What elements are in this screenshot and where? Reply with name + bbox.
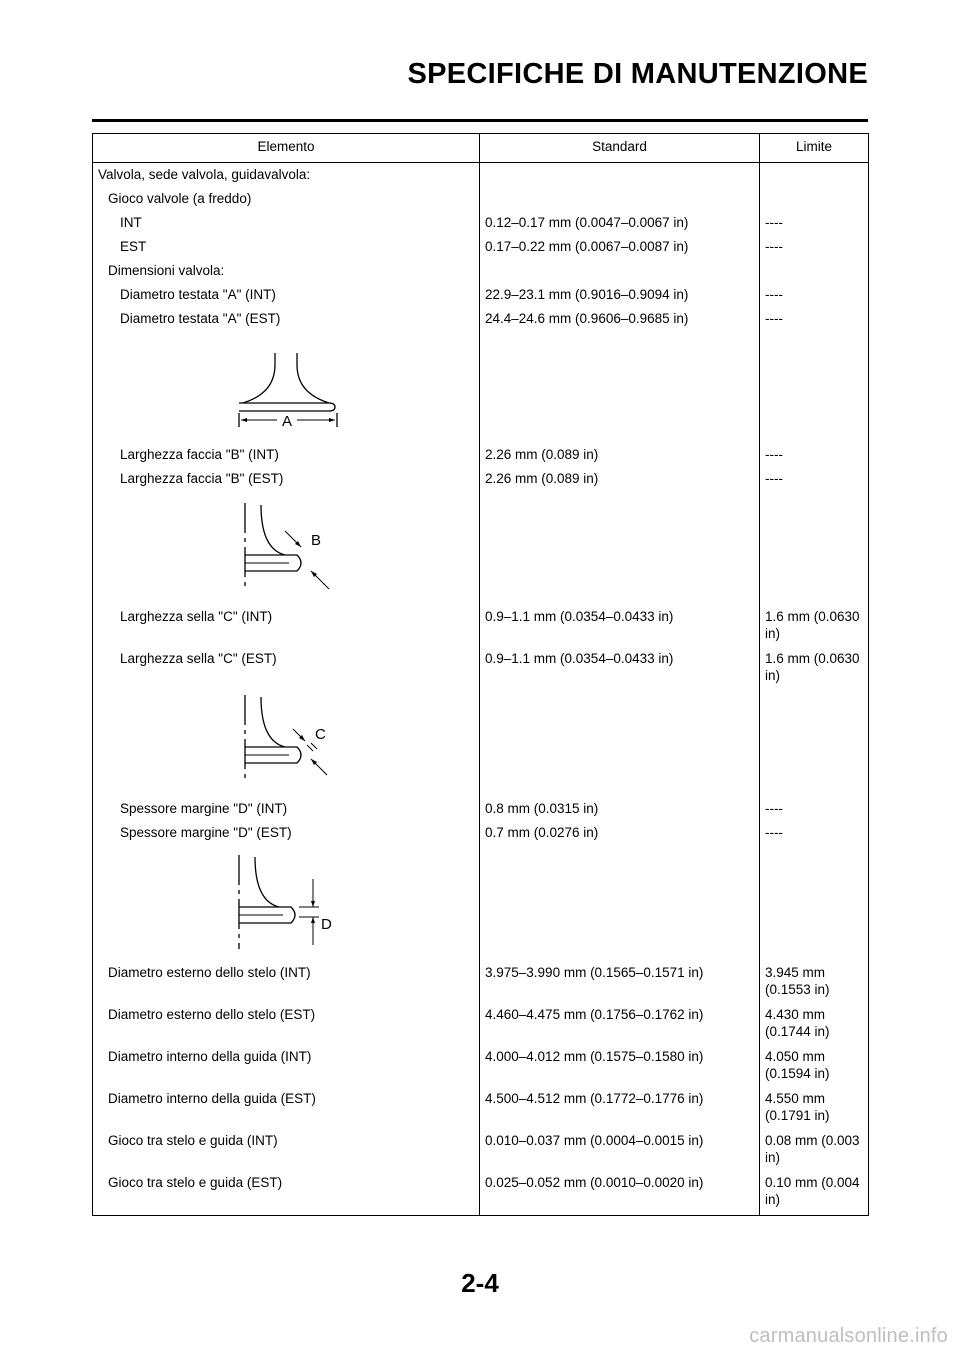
standard-cell: 0.8 mm (0.0315 in): [480, 797, 760, 821]
figure-spacer-cell: [760, 689, 869, 797]
figure-row: [93, 845, 869, 961]
limit-cell: ----: [760, 443, 869, 467]
table-row: [93, 821, 869, 845]
limit-cell: ----: [760, 467, 869, 491]
table-row: [93, 259, 869, 283]
label-c: C: [315, 726, 326, 743]
item-cell: Gioco tra stelo e guida (INT): [93, 1129, 480, 1171]
page-number: 2-4: [461, 1268, 499, 1298]
label-b: B: [311, 532, 322, 549]
limit-cell: 3.945 mm (0.1553 in): [760, 961, 869, 1003]
item-cell: Spessore margine "D" (EST): [93, 821, 480, 845]
table-header-row: [93, 134, 869, 163]
item-cell: Gioco valvole (a freddo): [93, 187, 480, 211]
limit-cell: 0.08 mm (0.003 in): [760, 1129, 869, 1171]
figure-row: [93, 689, 869, 797]
figure-cell: [93, 491, 480, 605]
label-a: A: [282, 413, 293, 430]
limit-cell: 0.10 mm (0.004 in): [760, 1171, 869, 1216]
table-row: [93, 187, 869, 211]
limit-cell: ----: [760, 283, 869, 307]
item-cell: Larghezza sella "C" (INT): [93, 605, 480, 647]
table-row: [93, 307, 869, 331]
table-row: [93, 605, 869, 647]
table-row: [93, 647, 869, 689]
item-cell: Diametro interno della guida (INT): [93, 1045, 480, 1087]
limit-cell: ----: [760, 235, 869, 259]
valve-margin-thickness-diagram: [225, 845, 355, 957]
item-cell: Larghezza faccia "B" (INT): [93, 443, 480, 467]
limit-cell: [760, 259, 869, 283]
standard-cell: 24.4–24.6 mm (0.9606–0.9685 in): [480, 307, 760, 331]
table-row: [93, 211, 869, 235]
limit-cell: 1.6 mm (0.0630 in): [760, 605, 869, 647]
item-cell: Diametro interno della guida (EST): [93, 1087, 480, 1129]
standard-cell: [480, 163, 760, 188]
figure-spacer-cell: [760, 845, 869, 961]
item-cell: Valvola, sede valvola, guidavalvola:: [93, 163, 480, 188]
item-cell: Diametro testata "A" (INT): [93, 283, 480, 307]
limit-cell: 4.550 mm (0.1791 in): [760, 1087, 869, 1129]
limit-cell: [760, 163, 869, 188]
table-row: [93, 283, 869, 307]
item-cell: Diametro esterno dello stelo (EST): [93, 1003, 480, 1045]
item-cell: Dimensioni valvola:: [93, 259, 480, 283]
item-cell: Larghezza faccia "B" (EST): [93, 467, 480, 491]
figure-row: [93, 491, 869, 605]
valve-head-diameter-diagram: [225, 331, 355, 439]
figure-spacer-cell: [480, 845, 760, 961]
figure-spacer-cell: [480, 491, 760, 605]
figure-cell: [93, 845, 480, 961]
page-title: SPECIFICHE DI MANUTENZIONE: [407, 58, 868, 90]
item-cell: Diametro esterno dello stelo (INT): [93, 961, 480, 1003]
item-cell: Gioco tra stelo e guida (EST): [93, 1171, 480, 1216]
valve-seat-width-diagram: [225, 689, 355, 793]
standard-cell: 0.17–0.22 mm (0.0067–0.0087 in): [480, 235, 760, 259]
standard-cell: 0.9–1.1 mm (0.0354–0.0433 in): [480, 605, 760, 647]
figure-cell: [93, 689, 480, 797]
label-d: D: [321, 916, 332, 933]
table-row: [93, 163, 869, 188]
table-row: [93, 1171, 869, 1216]
item-cell: INT: [93, 211, 480, 235]
table-row: [93, 1129, 869, 1171]
standard-cell: 4.500–4.512 mm (0.1772–0.1776 in): [480, 1087, 760, 1129]
standard-cell: 0.9–1.1 mm (0.0354–0.0433 in): [480, 647, 760, 689]
column-header-limit: Limite: [760, 134, 869, 163]
standard-cell: 0.025–0.052 mm (0.0010–0.0020 in): [480, 1171, 760, 1216]
limit-cell: ----: [760, 211, 869, 235]
standard-cell: 22.9–23.1 mm (0.9016–0.9094 in): [480, 283, 760, 307]
figure-cell: [93, 331, 480, 443]
watermark: carmanualsonline.info: [749, 1325, 948, 1347]
limit-cell: ----: [760, 821, 869, 845]
maintenance-spec-table: [92, 133, 869, 1216]
table-row: [93, 961, 869, 1003]
limit-cell: [760, 187, 869, 211]
standard-cell: 2.26 mm (0.089 in): [480, 467, 760, 491]
standard-cell: 0.12–0.17 mm (0.0047–0.0067 in): [480, 211, 760, 235]
table-row: [93, 1003, 869, 1045]
table-row: [93, 797, 869, 821]
valve-face-width-diagram: [225, 491, 355, 601]
limit-cell: 4.430 mm (0.1744 in): [760, 1003, 869, 1045]
title-rule: [92, 119, 868, 122]
standard-cell: 0.010–0.037 mm (0.0004–0.0015 in): [480, 1129, 760, 1171]
standard-cell: 3.975–3.990 mm (0.1565–0.1571 in): [480, 961, 760, 1003]
figure-spacer-cell: [480, 689, 760, 797]
standard-cell: [480, 187, 760, 211]
item-cell: Diametro testata "A" (EST): [93, 307, 480, 331]
standard-cell: [480, 259, 760, 283]
figure-spacer-cell: [760, 331, 869, 443]
table-row: [93, 467, 869, 491]
standard-cell: 0.7 mm (0.0276 in): [480, 821, 760, 845]
figure-spacer-cell: [760, 491, 869, 605]
standard-cell: 4.000–4.012 mm (0.1575–0.1580 in): [480, 1045, 760, 1087]
table-row: [93, 1087, 869, 1129]
table-row: [93, 1045, 869, 1087]
limit-cell: 4.050 mm (0.1594 in): [760, 1045, 869, 1087]
item-cell: EST: [93, 235, 480, 259]
limit-cell: ----: [760, 797, 869, 821]
standard-cell: 4.460–4.475 mm (0.1756–0.1762 in): [480, 1003, 760, 1045]
standard-cell: 2.26 mm (0.089 in): [480, 443, 760, 467]
figure-row: [93, 331, 869, 443]
column-header-element: Elemento: [93, 134, 480, 163]
item-cell: Spessore margine "D" (INT): [93, 797, 480, 821]
table-row: [93, 443, 869, 467]
column-header-standard: Standard: [480, 134, 760, 163]
item-cell: Larghezza sella "C" (EST): [93, 647, 480, 689]
limit-cell: 1.6 mm (0.0630 in): [760, 647, 869, 689]
figure-spacer-cell: [480, 331, 760, 443]
table-row: [93, 235, 869, 259]
limit-cell: ----: [760, 307, 869, 331]
